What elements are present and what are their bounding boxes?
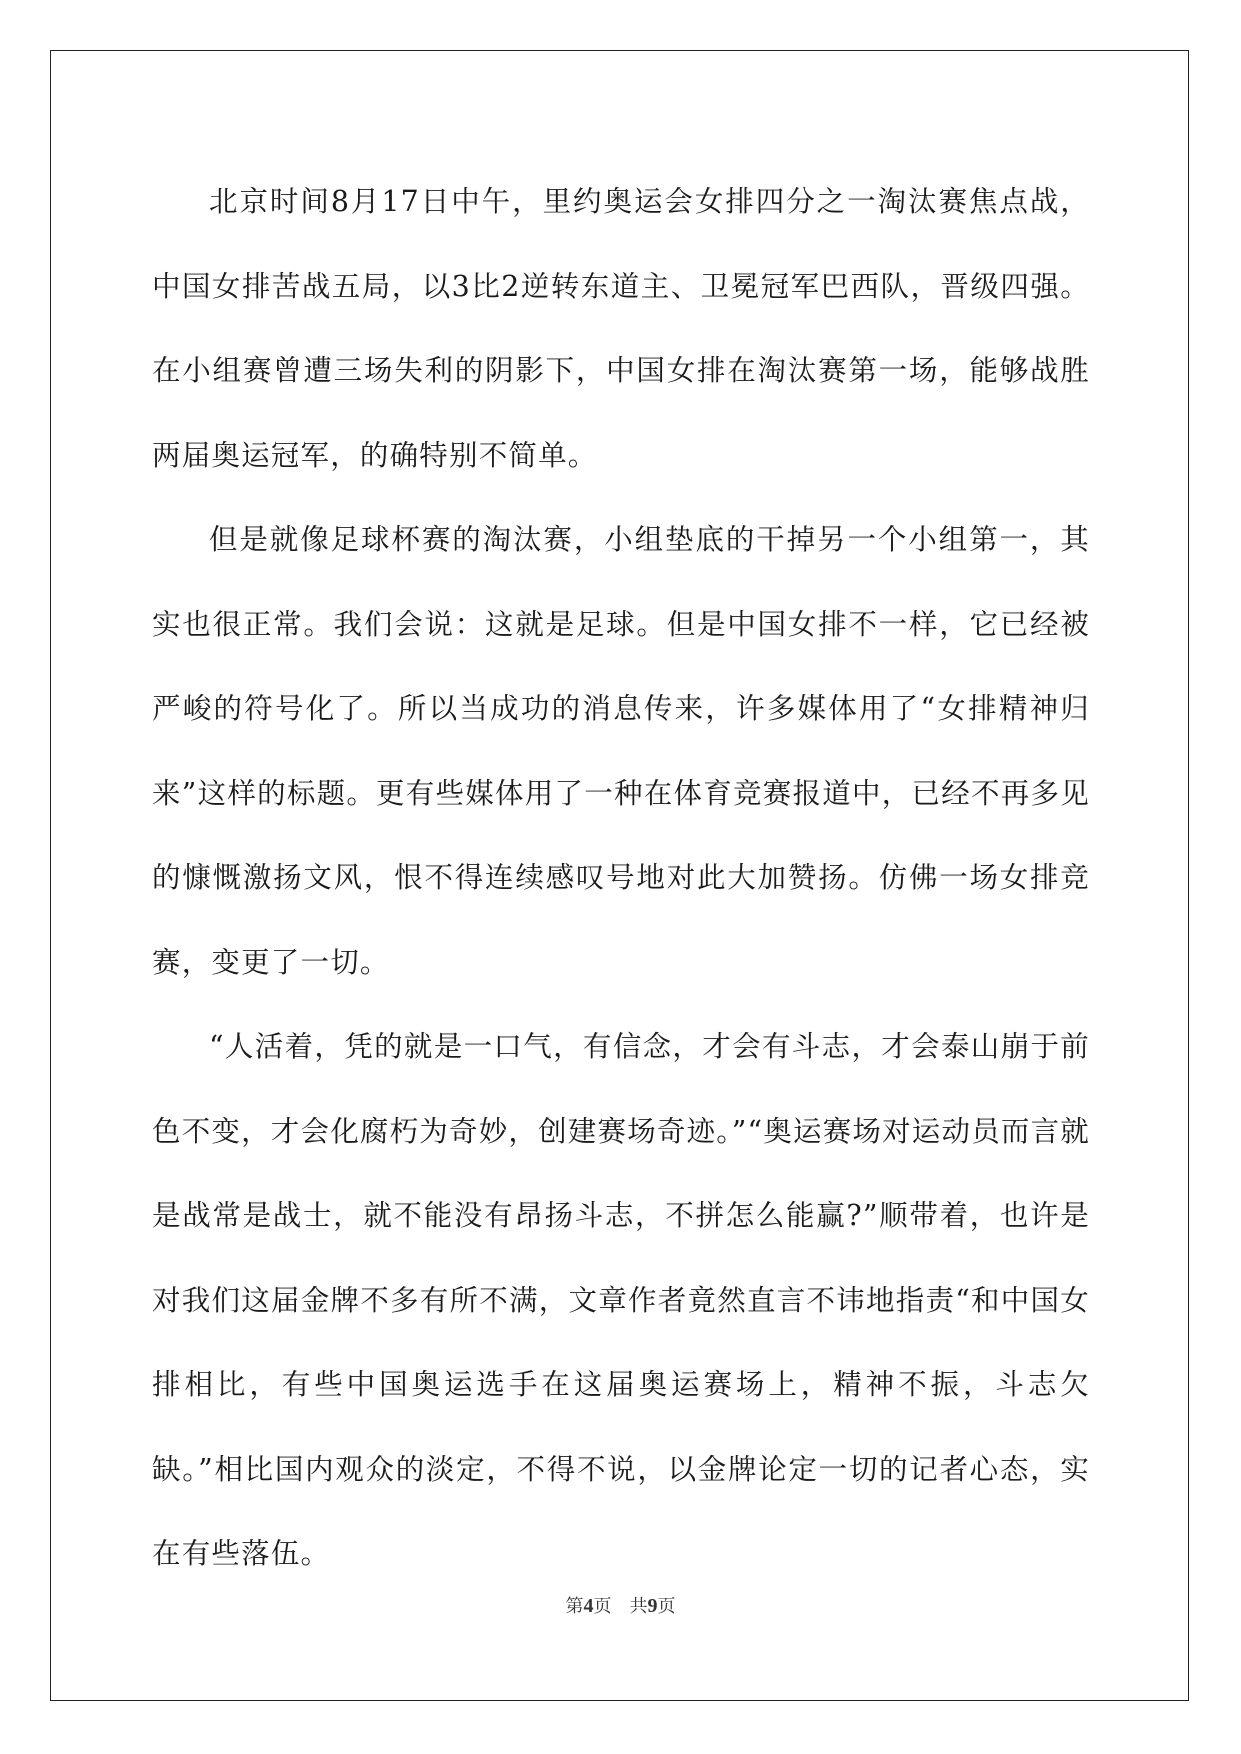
document-body: [152, 160, 1090, 1597]
footer-total-prefix: 共: [629, 1596, 648, 1617]
paragraph-3: “人活着，凭的就是一口气，有信念，才会有斗志，才会泰山崩于前色不变，才会化腐朽为奇妙，创建赛场奇迹。”“奥运赛场对运动员而言就是战常是战士，就不能没有昂扬斗志，不拼怎么能赢?”顺带着，也许是对我们这届金牌不多有所不满，文章作者竟然直言不讳地指责“和中国女排相比，有些中国奥运选手在这届奥运赛场上，精神不振，斗志欠缺。”相比国内观众的淡定，不得不说，以金牌论定一切的记者心态，实在有些落伍。: [152, 1030, 1090, 1570]
page-footer: [0, 1592, 1241, 1618]
total-page-number: 9: [647, 1595, 658, 1617]
paragraph-2: 但是就像足球杯赛的淘汰赛，小组垫底的干掉另一个小组第一，其实也很正常。我们会说：这就是足球。但是中国女排不一样，它已经被严峻的符号化了。所以当成功的消息传来，许多媒体用了“女排精神归来”这样的标题。更有些媒体用了一种在体育竞赛报道中，已经不再多见的慷慨激扬文风，恨不得连续感叹号地对此大加赞扬。仿佛一场女排竞赛，变更了一切。: [152, 523, 1090, 979]
footer-prefix: 第: [565, 1596, 584, 1617]
footer-suffix: 页: [657, 1596, 676, 1617]
paragraph-1: 北京时间8月17日中午，里约奥运会女排四分之一淘汰赛焦点战，中国女排苦战五局，以3比2逆转东道主、卫冕冠军巴西队，晋级四强。在小组赛曾遭三场失利的阴影下，中国女排在淘汰赛第一场，能够战胜两届奥运冠军，的确特别不简单。: [152, 185, 1090, 472]
footer-page-label: 页: [593, 1596, 612, 1617]
current-page-number: 4: [583, 1595, 594, 1617]
